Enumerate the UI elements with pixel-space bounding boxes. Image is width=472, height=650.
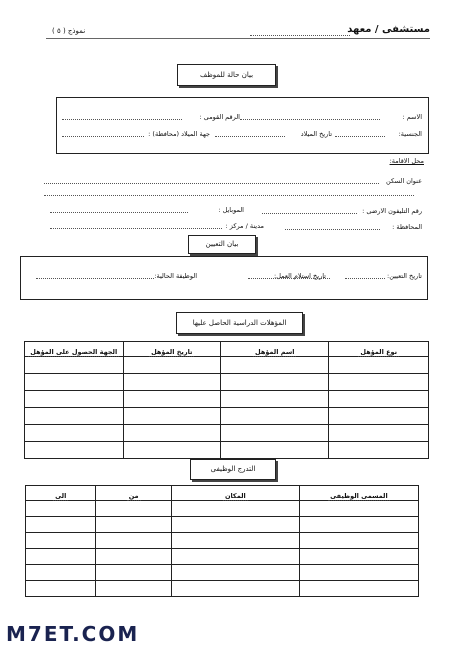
mobile-label: الموبايل : bbox=[218, 206, 244, 214]
landline-label: رقم التليفون الارضى : bbox=[362, 207, 422, 215]
address-label: عنوان السكن bbox=[386, 177, 422, 185]
qual-header-name: اسم المؤهل bbox=[221, 342, 329, 357]
table-row bbox=[25, 425, 429, 442]
name-label: الاسم : bbox=[402, 113, 422, 121]
section-title-appointment: بيان التعيين bbox=[188, 235, 256, 254]
section-title-career: التدرج الوظيفى bbox=[190, 459, 276, 480]
qualifications-table bbox=[24, 341, 429, 459]
form-number: نموذج ( ٥ ) bbox=[52, 27, 86, 35]
mobile-field[interactable] bbox=[50, 212, 188, 213]
nationality-label: الجنسية: bbox=[398, 130, 422, 138]
start-date-field[interactable] bbox=[248, 278, 330, 279]
qual-header-date: تاريخ المؤهل bbox=[123, 342, 221, 357]
birth-date-label: تاريخ الميلاد bbox=[300, 130, 332, 138]
employee-info-box bbox=[56, 97, 429, 154]
table-row bbox=[25, 374, 429, 391]
city-field[interactable] bbox=[50, 228, 222, 229]
career-header-from: من bbox=[96, 486, 171, 501]
career-header-to: الى bbox=[26, 486, 96, 501]
current-job-label: الوظيفة الحالية: bbox=[154, 272, 197, 280]
career-header-title: المسمى الوظيفى bbox=[299, 486, 418, 501]
appointment-date-field[interactable] bbox=[345, 278, 385, 279]
table-row bbox=[26, 565, 419, 581]
table-row bbox=[25, 442, 429, 459]
governorate-field[interactable] bbox=[285, 229, 380, 230]
institution-title: مستشفى / معهد bbox=[347, 24, 430, 35]
table-row bbox=[26, 517, 419, 533]
table-row bbox=[26, 581, 419, 597]
birth-place-field[interactable] bbox=[62, 136, 144, 137]
address-field-2[interactable] bbox=[44, 195, 414, 196]
landline-field[interactable] bbox=[262, 213, 357, 214]
nationality-field[interactable] bbox=[335, 136, 385, 137]
birth-date-field[interactable] bbox=[215, 136, 285, 137]
national-id-field[interactable] bbox=[62, 119, 182, 120]
qual-header-institution: الجهة الحصول على المؤهل bbox=[25, 342, 124, 357]
table-row bbox=[26, 549, 419, 565]
current-job-field[interactable] bbox=[36, 278, 154, 279]
career-table bbox=[25, 485, 419, 597]
name-field[interactable] bbox=[240, 119, 380, 120]
address-field-1[interactable] bbox=[44, 183, 379, 184]
start-date-label: تاريخ استلام العمل: bbox=[274, 272, 326, 280]
appointment-date-label: تاريخ التعيين: bbox=[387, 272, 422, 280]
qual-header-type: نوع المؤهل bbox=[329, 342, 429, 357]
career-header-place: المكان bbox=[171, 486, 299, 501]
table-row bbox=[25, 357, 429, 374]
table-row bbox=[25, 408, 429, 425]
table-row bbox=[25, 391, 429, 408]
table-row bbox=[26, 533, 419, 549]
birth-place-label: جهة الميلاد (محافظة) : bbox=[148, 130, 210, 138]
national-id-label: الرقم القومى : bbox=[199, 113, 240, 121]
table-row bbox=[26, 501, 419, 517]
section-title-employee-status: بيان حالة للموظف bbox=[177, 64, 276, 86]
city-label: مدينة / مركز : bbox=[225, 222, 264, 230]
governorate-label: المحافظة : bbox=[392, 223, 422, 231]
residence-heading: محل الاقامة: bbox=[389, 157, 424, 165]
section-title-qualifications: المؤهلات الدراسية الحاصل عليها bbox=[176, 312, 303, 334]
institution-fill-line bbox=[250, 35, 350, 36]
header-rule bbox=[46, 38, 430, 39]
site-watermark: M7ET.COM bbox=[6, 622, 140, 646]
